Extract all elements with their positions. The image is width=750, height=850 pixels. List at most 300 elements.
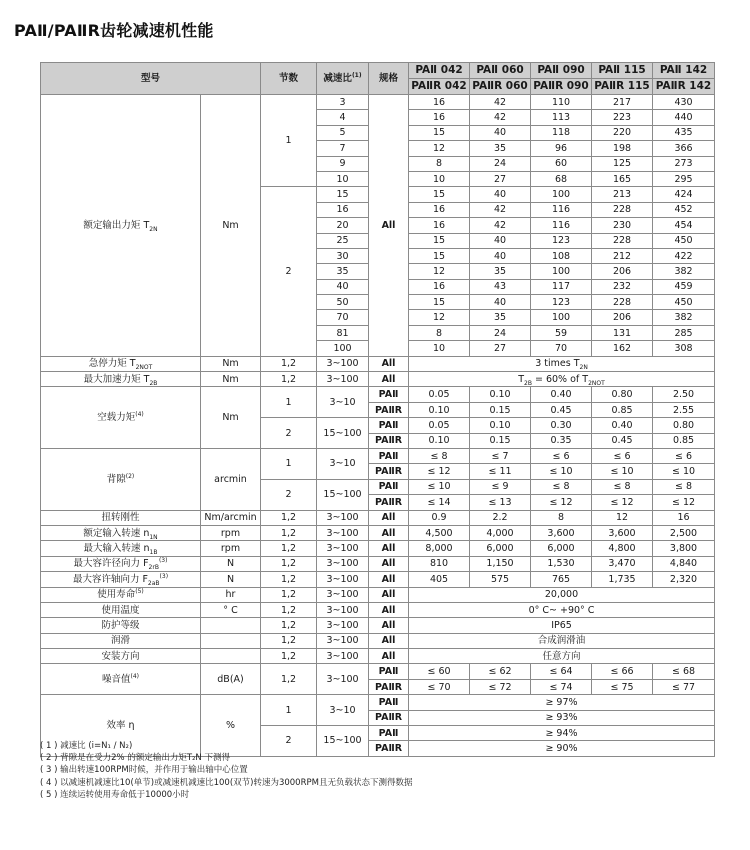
row-label: 使用寿命$^{(5)}$ bbox=[41, 587, 201, 602]
value-cell: ≤ 8 bbox=[653, 479, 715, 494]
header-model-paiir: PAⅡR 060 bbox=[470, 79, 531, 95]
label-footnote-ref: (3) bbox=[158, 557, 168, 565]
value-cell: 424 bbox=[653, 187, 715, 202]
value-cell: ≤ 64 bbox=[531, 664, 592, 679]
value-cell: ≤ 14 bbox=[409, 495, 470, 510]
value-cell: 165 bbox=[592, 171, 653, 186]
row-label: 最大容许轴向力 $F_{2aB}^{(3)}$ bbox=[41, 572, 201, 587]
stage-cell: 2 bbox=[261, 418, 317, 449]
stage-cell: 1 bbox=[261, 695, 317, 726]
value-cell: 125 bbox=[592, 156, 653, 171]
header-model-paii: PAⅡ 042 bbox=[409, 63, 470, 79]
value-cell: 765 bbox=[531, 572, 592, 587]
value-cell: 123 bbox=[531, 233, 592, 248]
value-cell: 0.9 bbox=[409, 510, 470, 525]
value-cell: 452 bbox=[653, 202, 715, 217]
value-cell: 40 bbox=[470, 187, 531, 202]
spec-cell: All bbox=[369, 649, 409, 664]
value-cell: 68 bbox=[531, 171, 592, 186]
value-cell: 459 bbox=[653, 279, 715, 294]
table-row bbox=[41, 95, 715, 110]
value-cell: 16 bbox=[409, 279, 470, 294]
value-cell: 0.85 bbox=[653, 433, 715, 448]
spec-cell: PAⅡR bbox=[369, 710, 409, 725]
value-cell: 16 bbox=[409, 218, 470, 233]
value-cell: ≤ 72 bbox=[470, 679, 531, 694]
value-cell: 2.50 bbox=[653, 387, 715, 402]
header-model-paii: PAⅡ 142 bbox=[653, 63, 715, 79]
stage-cell: 1,2 bbox=[261, 556, 317, 571]
stage-cell: 1,2 bbox=[261, 541, 317, 556]
ratio-cell: 3~100 bbox=[317, 525, 369, 540]
value-subscript: 2B bbox=[524, 379, 532, 387]
value-cell: ≤ 8 bbox=[592, 479, 653, 494]
table-row bbox=[41, 63, 715, 79]
value-cell: ≤ 6 bbox=[653, 448, 715, 463]
value-cell: ≤ 12 bbox=[653, 495, 715, 510]
value-cell: ≤ 68 bbox=[653, 664, 715, 679]
value-cell: ≤ 6 bbox=[531, 448, 592, 463]
value-cell: 435 bbox=[653, 125, 715, 140]
value-cell: 273 bbox=[653, 156, 715, 171]
value-cell: 0.80 bbox=[592, 387, 653, 402]
spec-cell: PAⅡ bbox=[369, 418, 409, 433]
row-label: 背隙$^{(2)}$ bbox=[41, 448, 201, 510]
label-footnote-ref: (4) bbox=[130, 672, 139, 680]
header-model: 型号 bbox=[41, 63, 261, 95]
spec-cell: PAⅡ bbox=[369, 664, 409, 679]
ratio-cell: 3~100 bbox=[317, 541, 369, 556]
value-cell: 212 bbox=[592, 248, 653, 263]
spec-cell: All bbox=[369, 556, 409, 571]
spec-cell: All bbox=[369, 510, 409, 525]
value-cell: 110 bbox=[531, 95, 592, 110]
ratio-cell: 3~100 bbox=[317, 618, 369, 633]
row-label: 防护等级 bbox=[41, 618, 201, 633]
value-cell: 4,800 bbox=[592, 541, 653, 556]
value-cell: 12 bbox=[409, 141, 470, 156]
header-model-paiir: PAⅡR 115 bbox=[592, 79, 653, 95]
header-stages: 节数 bbox=[261, 63, 317, 95]
spec-cell: PAⅡ bbox=[369, 387, 409, 402]
value-cell: 4,000 bbox=[470, 525, 531, 540]
table-row bbox=[41, 602, 715, 617]
header-spec: 规格 bbox=[369, 63, 409, 95]
value-cell: 16 bbox=[409, 110, 470, 125]
merged-value-cell: 0° C~ +90° C bbox=[409, 602, 715, 617]
value-cell: 430 bbox=[653, 95, 715, 110]
table-row bbox=[41, 510, 715, 525]
merged-value-cell: 3 times $T_{2N}$ bbox=[409, 356, 715, 371]
value-cell: 0.45 bbox=[592, 433, 653, 448]
value-cell: 42 bbox=[470, 95, 531, 110]
stage-cell: 1,2 bbox=[261, 510, 317, 525]
stage-cell: 1,2 bbox=[261, 602, 317, 617]
footnote-item: ( 5 ) 连续运转使用寿命低于10000小时 bbox=[40, 789, 190, 800]
ratio-cell: 16 bbox=[317, 202, 369, 217]
value-cell: 116 bbox=[531, 218, 592, 233]
value-cell: 230 bbox=[592, 218, 653, 233]
ratio-cell: 5 bbox=[317, 125, 369, 140]
value-cell: 10 bbox=[409, 341, 470, 356]
ratio-cell: 3~100 bbox=[317, 510, 369, 525]
footnote-item: ( 2 ) 背隙是在受力2% 的额定输出力矩T₂N 下测得 bbox=[40, 753, 230, 764]
value-cell: 422 bbox=[653, 248, 715, 263]
value-cell: 3,600 bbox=[531, 525, 592, 540]
ratio-cell: 10 bbox=[317, 171, 369, 186]
spec-cell: All bbox=[369, 633, 409, 648]
value-cell: 12 bbox=[409, 310, 470, 325]
value-cell: 10 bbox=[409, 171, 470, 186]
value-cell: 27 bbox=[470, 171, 531, 186]
value-cell: ≤ 74 bbox=[531, 679, 592, 694]
value-cell: 0.35 bbox=[531, 433, 592, 448]
ratio-cell: 3~10 bbox=[317, 387, 369, 418]
spec-cell: All bbox=[369, 525, 409, 540]
value-cell: ≤ 77 bbox=[653, 679, 715, 694]
ratio-cell: 3~100 bbox=[317, 572, 369, 587]
merged-value-cell: ≥ 93% bbox=[409, 710, 715, 725]
performance-table bbox=[40, 62, 715, 757]
value-cell: 15 bbox=[409, 187, 470, 202]
label-subscript: 1B bbox=[149, 548, 158, 556]
ratio-cell: 3~10 bbox=[317, 695, 369, 726]
spec-cell: All bbox=[369, 372, 409, 387]
ratio-cell: 25 bbox=[317, 233, 369, 248]
value-cell: 117 bbox=[531, 279, 592, 294]
value-cell: ≤ 10 bbox=[531, 464, 592, 479]
stage-cell: 1,2 bbox=[261, 587, 317, 602]
value-cell: 4,500 bbox=[409, 525, 470, 540]
row-label: 效率 η bbox=[41, 695, 201, 757]
spec-cell: PAⅡ bbox=[369, 448, 409, 463]
merged-value-cell: 20,000 bbox=[409, 587, 715, 602]
value-cell: 440 bbox=[653, 110, 715, 125]
ratio-cell: 3~100 bbox=[317, 633, 369, 648]
row-label: 空载力矩$^{(4)}$ bbox=[41, 387, 201, 449]
value-cell: 16 bbox=[409, 95, 470, 110]
value-cell: 0.10 bbox=[470, 387, 531, 402]
row-label: 急停力矩 $T_{2NOT}$ bbox=[41, 356, 201, 371]
value-cell: 0.05 bbox=[409, 418, 470, 433]
label-subscript: 1N bbox=[149, 533, 158, 541]
value-cell: ≤ 12 bbox=[531, 495, 592, 510]
value-cell: 0.30 bbox=[531, 418, 592, 433]
value-cell: 15 bbox=[409, 248, 470, 263]
stage-cell: 1 bbox=[261, 448, 317, 479]
unit-cell: hr bbox=[201, 587, 261, 602]
value-cell: 12 bbox=[592, 510, 653, 525]
value-cell: 206 bbox=[592, 310, 653, 325]
value-cell: ≤ 8 bbox=[531, 479, 592, 494]
ratio-cell: 40 bbox=[317, 279, 369, 294]
unit-cell: % bbox=[201, 695, 261, 757]
value-cell: 8 bbox=[409, 156, 470, 171]
value-cell: ≤ 6 bbox=[592, 448, 653, 463]
ratio-footnote-ref: (1) bbox=[351, 71, 362, 79]
ratio-cell: 3~100 bbox=[317, 664, 369, 695]
value-cell: 228 bbox=[592, 202, 653, 217]
value-cell: 2,500 bbox=[653, 525, 715, 540]
ratio-cell: 9 bbox=[317, 156, 369, 171]
row-label: 噪音值$^{(4)}$ bbox=[41, 664, 201, 695]
value-cell: 0.80 bbox=[653, 418, 715, 433]
value-cell: 0.45 bbox=[531, 402, 592, 417]
ratio-cell: 3~100 bbox=[317, 649, 369, 664]
value-cell: 1,530 bbox=[531, 556, 592, 571]
unit-cell bbox=[201, 633, 261, 648]
value-cell: 450 bbox=[653, 233, 715, 248]
table-row bbox=[41, 448, 715, 463]
stage-cell: 1,2 bbox=[261, 633, 317, 648]
spec-cell: All bbox=[369, 541, 409, 556]
value-cell: 16 bbox=[653, 510, 715, 525]
label-footnote-ref: (4) bbox=[135, 411, 144, 419]
value-cell: 1,150 bbox=[470, 556, 531, 571]
footnotes bbox=[40, 740, 412, 801]
merged-value-cell: ≥ 94% bbox=[409, 726, 715, 741]
merged-value-cell: 任意方向 bbox=[409, 649, 715, 664]
ratio-cell: 3~100 bbox=[317, 587, 369, 602]
unit-cell: ° C bbox=[201, 602, 261, 617]
unit-cell bbox=[201, 618, 261, 633]
value-cell: ≤ 66 bbox=[592, 664, 653, 679]
value-cell: 575 bbox=[470, 572, 531, 587]
value-cell: ≤ 12 bbox=[409, 464, 470, 479]
value-cell: 40 bbox=[470, 125, 531, 140]
value-cell: 382 bbox=[653, 310, 715, 325]
row-label: 使用温度 bbox=[41, 602, 201, 617]
value-subscript: 2NOT bbox=[588, 379, 605, 387]
ratio-cell: 3~10 bbox=[317, 448, 369, 479]
header-model-paiir: PAⅡR 090 bbox=[531, 79, 592, 95]
spec-cell: PAⅡR bbox=[369, 495, 409, 510]
value-cell: 3,470 bbox=[592, 556, 653, 571]
value-cell: 100 bbox=[531, 310, 592, 325]
spec-cell: All bbox=[369, 95, 409, 357]
value-cell: 3,600 bbox=[592, 525, 653, 540]
unit-cell: Nm bbox=[201, 372, 261, 387]
header-ratio: 减速比$^{(1)}$ bbox=[317, 63, 369, 95]
value-cell: 0.40 bbox=[592, 418, 653, 433]
spec-cell: PAⅡ bbox=[369, 726, 409, 741]
value-cell: 6,000 bbox=[531, 541, 592, 556]
row-label: 最大加速力矩 $T_{2B}$ bbox=[41, 372, 201, 387]
value-cell: ≤ 9 bbox=[470, 479, 531, 494]
footnote-item: ( 1 ) 减速比 (i=N₁ / N₂) bbox=[40, 741, 133, 751]
ratio-cell: 100 bbox=[317, 341, 369, 356]
value-cell: 24 bbox=[470, 156, 531, 171]
ratio-cell: 35 bbox=[317, 264, 369, 279]
footnote-item: ( 4 ) 以减速机减速比10(单节)或减速机减速比100(双节)转速为3000RPM且无负载状态下测得数据 bbox=[40, 777, 413, 788]
value-cell: 118 bbox=[531, 125, 592, 140]
unit-cell: N bbox=[201, 572, 261, 587]
value-cell: 295 bbox=[653, 171, 715, 186]
unit-cell: Nm bbox=[201, 95, 261, 357]
merged-value-cell: $T_{2B} = 60\%$ of $T_{2NOT}$ bbox=[409, 372, 715, 387]
value-cell: 2.2 bbox=[470, 510, 531, 525]
unit-cell: rpm bbox=[201, 541, 261, 556]
value-cell: 116 bbox=[531, 202, 592, 217]
spec-cell: All bbox=[369, 587, 409, 602]
label-footnote-ref: (2) bbox=[125, 472, 135, 480]
value-cell: 113 bbox=[531, 110, 592, 125]
value-cell: 4,840 bbox=[653, 556, 715, 571]
value-cell: 0.40 bbox=[531, 387, 592, 402]
value-cell: 162 bbox=[592, 341, 653, 356]
spec-cell: PAⅡR bbox=[369, 464, 409, 479]
value-cell: ≤ 60 bbox=[409, 664, 470, 679]
value-cell: 217 bbox=[592, 95, 653, 110]
table-row bbox=[41, 587, 715, 602]
value-cell: ≤ 10 bbox=[653, 464, 715, 479]
value-cell: 35 bbox=[470, 264, 531, 279]
value-cell: 6,000 bbox=[470, 541, 531, 556]
value-cell: 1,735 bbox=[592, 572, 653, 587]
spec-cell: PAⅡR bbox=[369, 433, 409, 448]
value-cell: 42 bbox=[470, 202, 531, 217]
ratio-cell: 30 bbox=[317, 248, 369, 263]
row-label: 润滑 bbox=[41, 633, 201, 648]
ratio-cell: 3~100 bbox=[317, 602, 369, 617]
value-cell: 0.10 bbox=[470, 418, 531, 433]
table-row bbox=[41, 695, 715, 710]
value-cell: 366 bbox=[653, 141, 715, 156]
value-cell: ≤ 7 bbox=[470, 448, 531, 463]
label-subscript: 2aB bbox=[147, 579, 160, 587]
table-row bbox=[41, 356, 715, 371]
spec-cell: PAⅡ bbox=[369, 479, 409, 494]
label-subscript: 2N bbox=[149, 225, 158, 233]
value-cell: 100 bbox=[531, 187, 592, 202]
spec-cell: PAⅡR bbox=[369, 741, 409, 756]
value-cell: 59 bbox=[531, 325, 592, 340]
value-cell: 0.85 bbox=[592, 402, 653, 417]
value-cell: 16 bbox=[409, 202, 470, 217]
value-cell: 8 bbox=[531, 510, 592, 525]
unit-cell: Nm/arcmin bbox=[201, 510, 261, 525]
value-cell: 15 bbox=[409, 125, 470, 140]
value-cell: ≤ 12 bbox=[592, 495, 653, 510]
row-label: 额定输入转速 $n_{1N}$ bbox=[41, 525, 201, 540]
label-subscript: 2rB bbox=[148, 564, 159, 572]
row-label: 扭转刚性 bbox=[41, 510, 201, 525]
unit-cell: rpm bbox=[201, 525, 261, 540]
header-model-paiir: PAⅡR 042 bbox=[409, 79, 470, 95]
value-cell: 228 bbox=[592, 233, 653, 248]
ratio-cell: 7 bbox=[317, 141, 369, 156]
unit-cell bbox=[201, 649, 261, 664]
spec-cell: PAⅡR bbox=[369, 679, 409, 694]
header-model-paii: PAⅡ 115 bbox=[592, 63, 653, 79]
value-cell: 70 bbox=[531, 341, 592, 356]
stage-cell: 1 bbox=[261, 387, 317, 418]
spec-cell: All bbox=[369, 356, 409, 371]
stage-cell: 1 bbox=[261, 95, 317, 187]
value-cell: 100 bbox=[531, 264, 592, 279]
value-cell: 405 bbox=[409, 572, 470, 587]
stage-cell: 1,2 bbox=[261, 649, 317, 664]
ratio-cell: 15~100 bbox=[317, 418, 369, 449]
unit-cell: N bbox=[201, 556, 261, 571]
value-cell: 810 bbox=[409, 556, 470, 571]
ratio-cell: 20 bbox=[317, 218, 369, 233]
value-cell: 43 bbox=[470, 279, 531, 294]
spec-cell: All bbox=[369, 618, 409, 633]
stage-cell: 1,2 bbox=[261, 664, 317, 695]
value-cell: 308 bbox=[653, 341, 715, 356]
value-cell: ≤ 75 bbox=[592, 679, 653, 694]
header-model-paii: PAⅡ 060 bbox=[470, 63, 531, 79]
header-model-paiir: PAⅡR 142 bbox=[653, 79, 715, 95]
value-cell: 3,800 bbox=[653, 541, 715, 556]
value-cell: 450 bbox=[653, 295, 715, 310]
value-cell: 40 bbox=[470, 295, 531, 310]
row-label: 最大输入转速 $n_{1B}$ bbox=[41, 541, 201, 556]
stage-cell: 1,2 bbox=[261, 572, 317, 587]
stage-cell: 1,2 bbox=[261, 356, 317, 371]
value-cell: 15 bbox=[409, 295, 470, 310]
value-cell: ≤ 13 bbox=[470, 495, 531, 510]
value-cell: 60 bbox=[531, 156, 592, 171]
table-row bbox=[41, 541, 715, 556]
value-cell: 108 bbox=[531, 248, 592, 263]
merged-value-cell: ≥ 90% bbox=[409, 741, 715, 756]
page-title: PAⅡ/PAⅡR齿轮减速机性能 bbox=[14, 21, 214, 40]
stage-cell: 1,2 bbox=[261, 372, 317, 387]
value-cell: 0.10 bbox=[409, 433, 470, 448]
ratio-cell: 15~100 bbox=[317, 726, 369, 757]
value-cell: ≤ 70 bbox=[409, 679, 470, 694]
ratio-cell: 50 bbox=[317, 295, 369, 310]
table-row bbox=[41, 649, 715, 664]
value-cell: 0.15 bbox=[470, 402, 531, 417]
label-subscript: 2B bbox=[149, 379, 158, 387]
value-cell: 40 bbox=[470, 248, 531, 263]
ratio-cell: 3~100 bbox=[317, 372, 369, 387]
table-row bbox=[41, 372, 715, 387]
value-cell: 42 bbox=[470, 110, 531, 125]
stage-cell: 2 bbox=[261, 187, 317, 356]
spec-cell: PAⅡ bbox=[369, 695, 409, 710]
value-cell: 2,320 bbox=[653, 572, 715, 587]
value-cell: 223 bbox=[592, 110, 653, 125]
value-cell: ≤ 11 bbox=[470, 464, 531, 479]
value-cell: ≤ 8 bbox=[409, 448, 470, 463]
ratio-cell: 3~100 bbox=[317, 356, 369, 371]
unit-cell: Nm bbox=[201, 356, 261, 371]
ratio-cell: 70 bbox=[317, 310, 369, 325]
label-footnote-ref: (5) bbox=[135, 588, 144, 596]
stage-cell: 2 bbox=[261, 479, 317, 510]
value-cell: 35 bbox=[470, 310, 531, 325]
value-subscript: 2N bbox=[579, 364, 588, 372]
table-row bbox=[41, 525, 715, 540]
row-label: 安装方向 bbox=[41, 649, 201, 664]
unit-cell: dB(A) bbox=[201, 664, 261, 695]
stage-cell: 1,2 bbox=[261, 525, 317, 540]
value-cell: 40 bbox=[470, 233, 531, 248]
value-cell: 228 bbox=[592, 295, 653, 310]
value-cell: 131 bbox=[592, 325, 653, 340]
value-cell: 0.15 bbox=[470, 433, 531, 448]
value-cell: 8,000 bbox=[409, 541, 470, 556]
value-cell: ≤ 62 bbox=[470, 664, 531, 679]
label-subscript: 2NOT bbox=[135, 364, 153, 372]
value-cell: 232 bbox=[592, 279, 653, 294]
value-cell: 206 bbox=[592, 264, 653, 279]
value-cell: 123 bbox=[531, 295, 592, 310]
